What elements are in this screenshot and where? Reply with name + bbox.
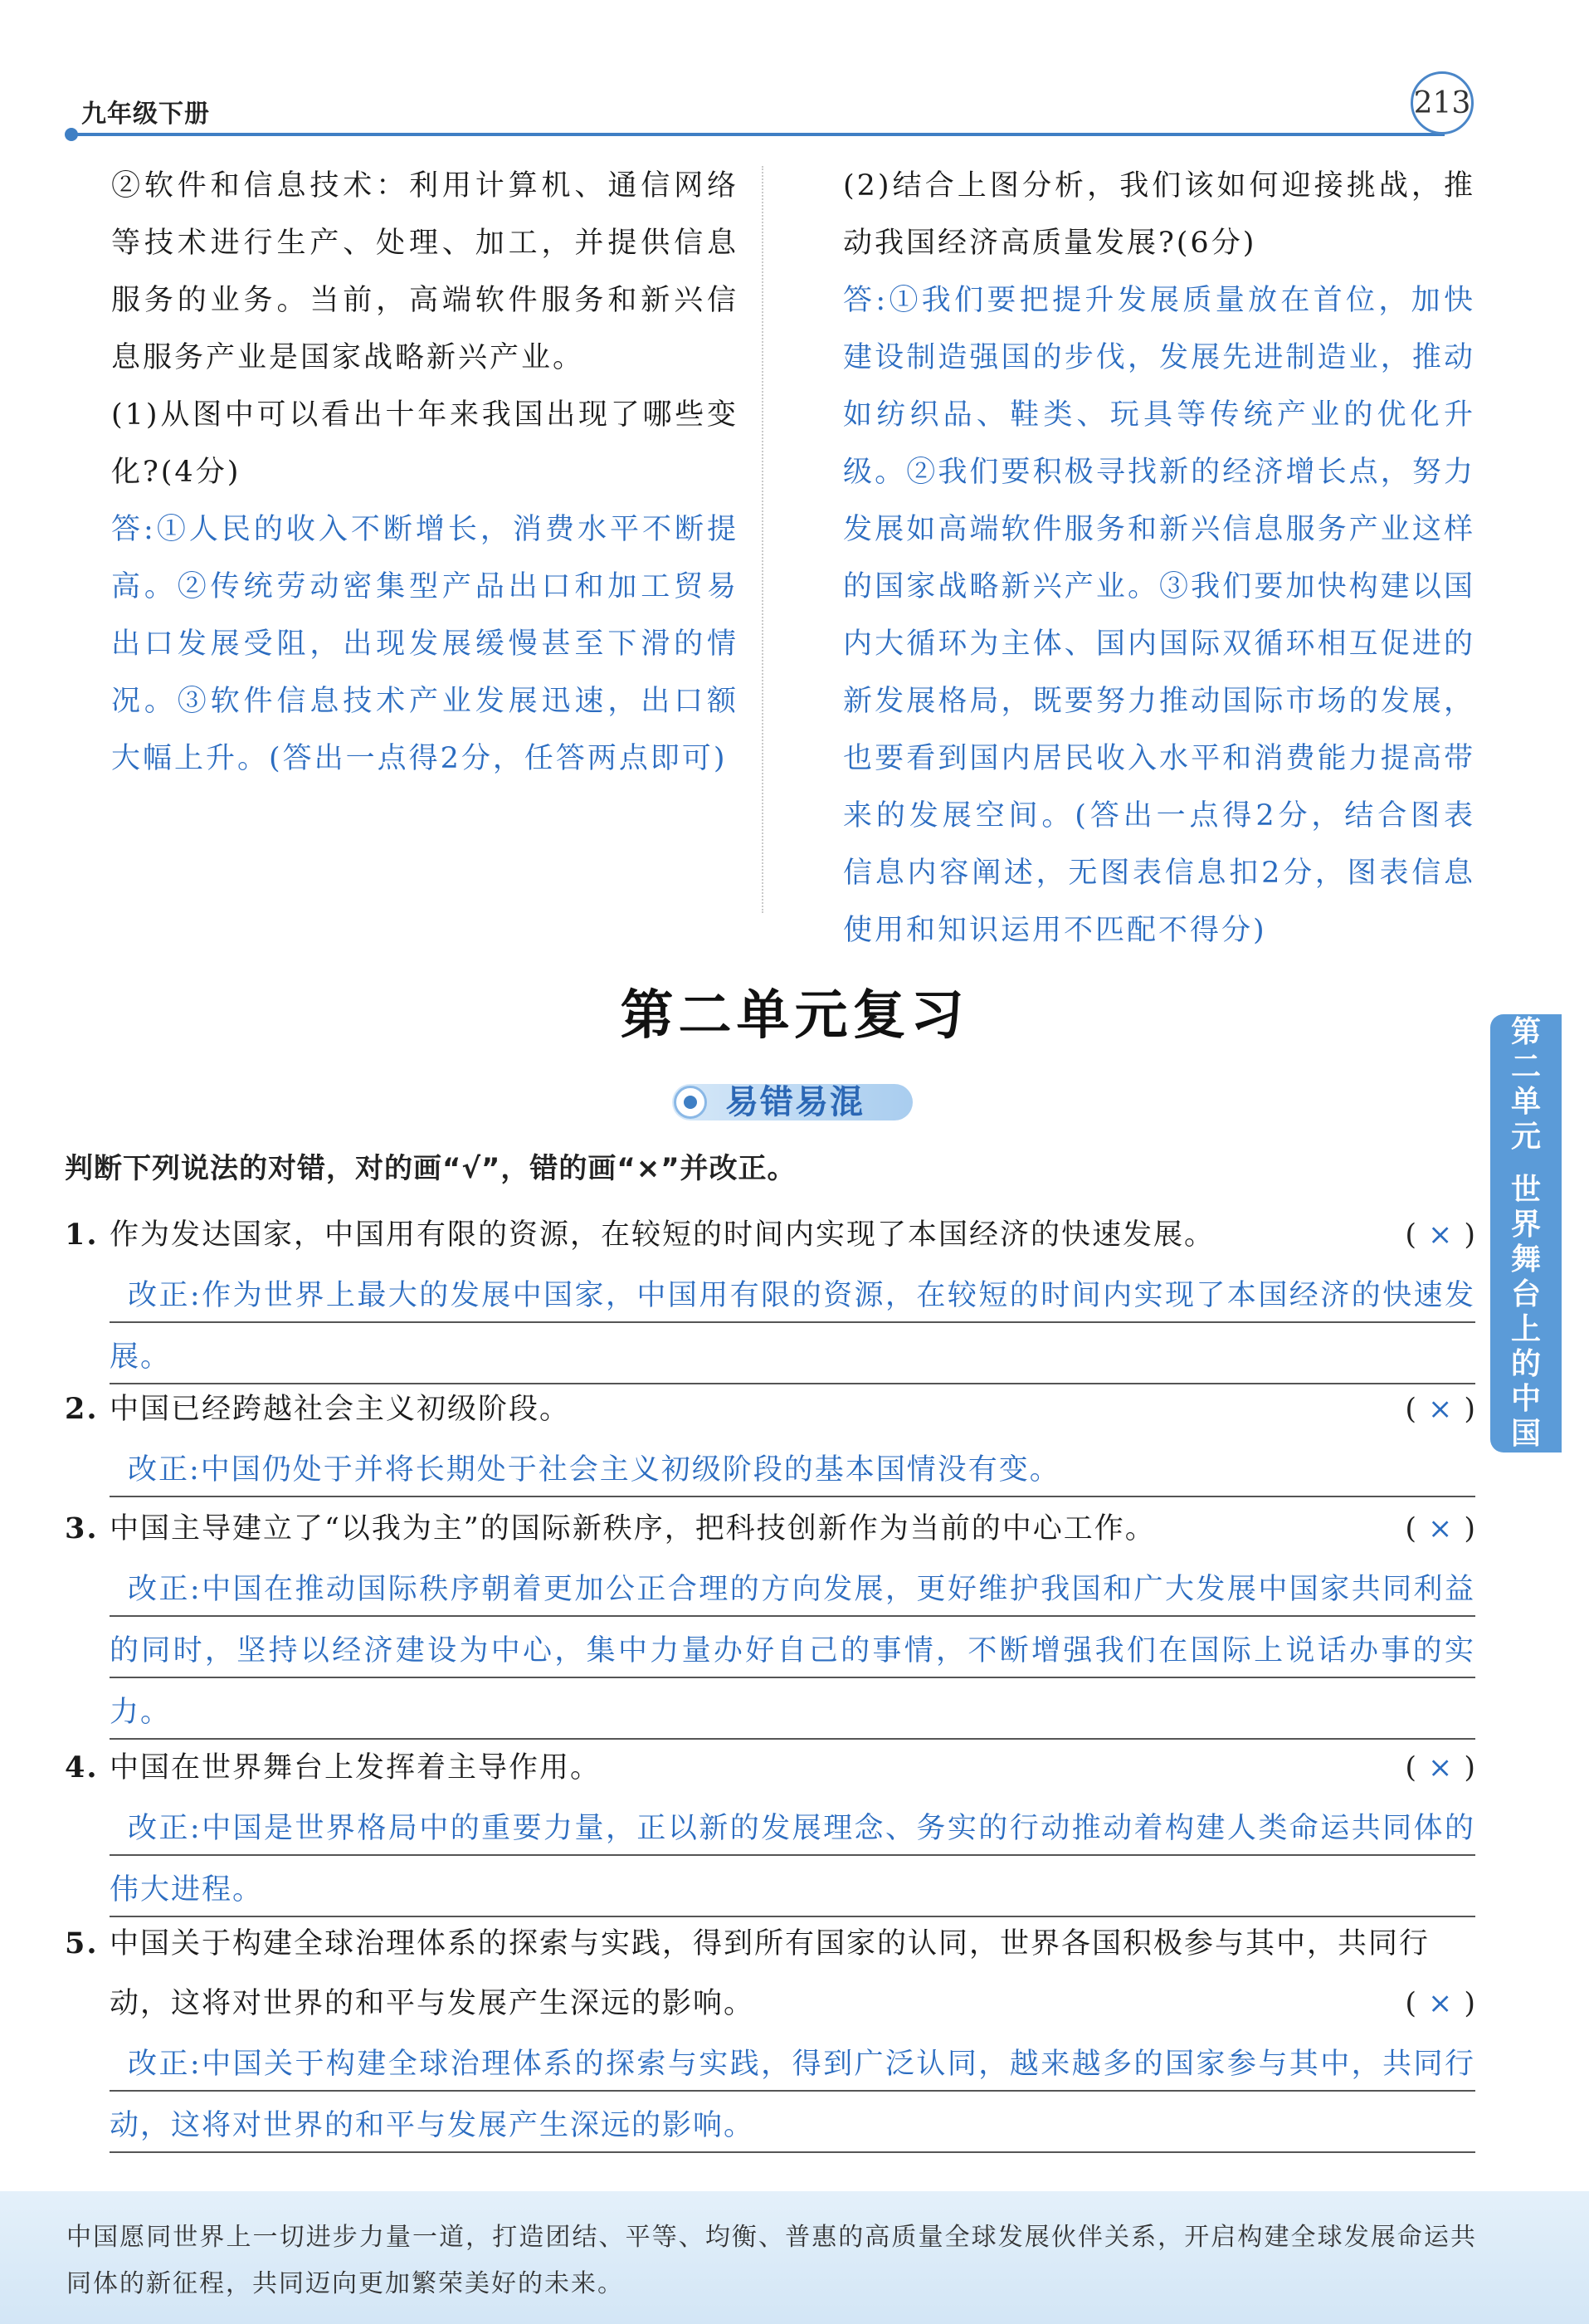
correction-text: 改正:中国在推动国际秩序朝着更加公正合理的方向发展，更好维护我国和广大发展中国家共同利益的同时，坚持以经济建设为中心，集中力量办好自己的事情，不断增强我们在国际上说话办事的实力。 xyxy=(110,1573,1475,1729)
wrong-mark: × xyxy=(1428,1512,1453,1545)
question-1-prompt: (1)从图中可以看出十年来我国出现了哪些变化?(4分) xyxy=(111,398,738,489)
answer-2: 答:①我们要把提升发展质量放在首位，加快建设制造强国的步伐，发展先进制造业，推动如纺织品、鞋类、玩具等传统产业的优化升级。②我们要积极寻找新的经济增长点，努力发展如高端软件服务和新兴信息服务产业这样的国家战略新兴产业。③我们要加快构建以国内大循环为主体、国内国际双循环相互促进的新发展格局，既要努力推动国际市场的发展，也要看到国内居民收入水平和消费能力提高带来的发展空间。(答出一点得2分，结合图表信息内容阐述，无图表信息扣2分，图表信息使用和知识运用不匹配不得分) xyxy=(843,284,1475,947)
question-statement xyxy=(65,1499,1475,1559)
badge-label: 易错易混 xyxy=(725,1083,865,1121)
paren-open: ( xyxy=(1405,1751,1417,1784)
paren-open: ( xyxy=(1405,1218,1417,1252)
question-item xyxy=(65,1738,1475,1921)
question-text: 中国在世界舞台上发挥着主导作用。 xyxy=(110,1751,602,1784)
side-tab-char: 国 xyxy=(1510,1417,1541,1451)
left-column xyxy=(111,158,738,788)
correction-block xyxy=(110,1439,1475,1501)
answer-1: 答:①人民的收入不断增长，消费水平不断提高。②传统劳动密集型产品出口和加工贸易出口发展受阻，出现发展缓慢甚至下滑的情况。③软件信息技术产业发展迅速，出口额大幅上升。(答出一点得2分，任答两点即可) xyxy=(111,513,738,775)
question-statement xyxy=(65,1205,1475,1265)
correction-block xyxy=(110,1559,1475,1743)
question-text: 中国已经跨越社会主义初级阶段。 xyxy=(110,1393,571,1426)
question-number: 5. xyxy=(65,1926,99,1960)
page-number: 213 xyxy=(1411,71,1474,134)
paren-close: ) xyxy=(1464,1512,1475,1545)
correction-text: 改正:作为世界上最大的发展中国家，中国用有限的资源，在较短的时间内实现了本国经济的快速发展。 xyxy=(110,1279,1475,1374)
answer-mark xyxy=(1405,1738,1475,1798)
side-tab-char: 舞 xyxy=(1510,1243,1541,1277)
footer-quote: 中国愿同世界上一切进步力量一道，打造团结、平等、均衡、普惠的高质量全球发展伙伴关系，开启构建全球发展命运共同体的新征程，共同迈向更加繁荣美好的未来。 xyxy=(66,2223,1477,2298)
question-text: 作为发达国家，中国用有限的资源，在较短的时间内实现了本国经济的快速发展。 xyxy=(110,1218,1216,1252)
answer-mark xyxy=(1405,1499,1475,1559)
question-item xyxy=(65,1205,1475,1388)
question-text: 中国关于构建全球治理体系的探索与实践，得到所有国家的认同，世界各国积极参与其中，共同行动，这将对世界的和平与发展产生深远的影响。 xyxy=(110,1927,1431,2020)
answer-mark xyxy=(1405,1205,1475,1265)
magnifier-icon xyxy=(674,1086,707,1119)
paren-close: ) xyxy=(1464,1218,1475,1252)
header-rule xyxy=(71,133,1445,136)
side-tab-char: 的 xyxy=(1510,1347,1541,1381)
paren-close: ) xyxy=(1464,1393,1475,1426)
question-item xyxy=(65,1499,1475,1743)
question-statement xyxy=(65,1914,1475,2034)
side-tab-char: 第 xyxy=(1510,1015,1541,1049)
unit-side-tab xyxy=(1490,1014,1562,1452)
correction-text: 改正:中国是世界格局中的重要力量，正以新的发展理念、务实的行动推动着构建人类命运共同体的伟大进程。 xyxy=(110,1812,1475,1907)
answer-mark xyxy=(1405,1974,1475,2034)
side-tab-char: 二 xyxy=(1510,1050,1541,1084)
grade-label: 九年级下册 xyxy=(81,100,210,129)
right-column xyxy=(843,158,1475,959)
question-statement xyxy=(65,1738,1475,1798)
wrong-mark: × xyxy=(1428,1393,1453,1426)
unit-title: 第二单元复习 xyxy=(620,985,969,1047)
wrong-mark: × xyxy=(1428,1987,1453,2020)
correction-block xyxy=(110,1798,1475,1921)
question-number: 2. xyxy=(65,1392,99,1426)
side-tab-char: 元 xyxy=(1510,1120,1541,1154)
paren-open: ( xyxy=(1405,1512,1417,1545)
paren-open: ( xyxy=(1405,1393,1417,1426)
side-tab-char: 世 xyxy=(1510,1173,1541,1207)
column-divider xyxy=(762,166,763,913)
wrong-mark: × xyxy=(1428,1218,1453,1252)
correction-block xyxy=(110,1265,1475,1388)
side-tab-char: 台 xyxy=(1510,1277,1541,1311)
question-number: 3. xyxy=(65,1511,99,1545)
section-badge xyxy=(672,1076,921,1125)
question-statement xyxy=(65,1379,1475,1439)
question-number: 4. xyxy=(65,1750,99,1784)
paren-close: ) xyxy=(1464,1751,1475,1784)
question-2-prompt: (2)结合上图分析，我们该如何迎接挑战，推动我国经济高质量发展?(6分) xyxy=(843,169,1475,260)
side-tab-char: 上 xyxy=(1510,1312,1541,1346)
paren-close: ) xyxy=(1464,1987,1475,2020)
answer-mark xyxy=(1405,1379,1475,1439)
question-item xyxy=(65,1914,1475,2156)
question-text: 中国主导建立了“以我为主”的国际新秩序，把科技创新作为当前的中心工作。 xyxy=(110,1512,1156,1545)
paren-open: ( xyxy=(1405,1987,1417,2020)
question-number: 1. xyxy=(65,1218,99,1252)
instruction: 判断下列说法的对错，对的画“√”，错的画“×”并改正。 xyxy=(65,1152,797,1185)
question-item xyxy=(65,1379,1475,1501)
correction-block xyxy=(110,2034,1475,2156)
correction-text: 改正:中国关于构建全球治理体系的探索与实践，得到广泛认同，越来越多的国家参与其中，共同行动，这将对世界的和平与发展产生深远的影响。 xyxy=(110,2048,1475,2142)
side-tab-char: 中 xyxy=(1510,1382,1541,1416)
definition-paragraph: ②软件和信息技术：利用计算机、通信网络等技术进行生产、处理、加工，并提供信息服务的业务。当前，高端软件服务和新兴信息服务产业是国家战略新兴产业。 xyxy=(111,169,738,374)
wrong-mark: × xyxy=(1428,1751,1453,1784)
side-tab-char: 单 xyxy=(1510,1085,1541,1119)
side-tab-char: 界 xyxy=(1510,1208,1541,1242)
correction-text: 改正:中国仍处于并将长期处于社会主义初级阶段的基本国情没有变。 xyxy=(128,1453,1060,1487)
